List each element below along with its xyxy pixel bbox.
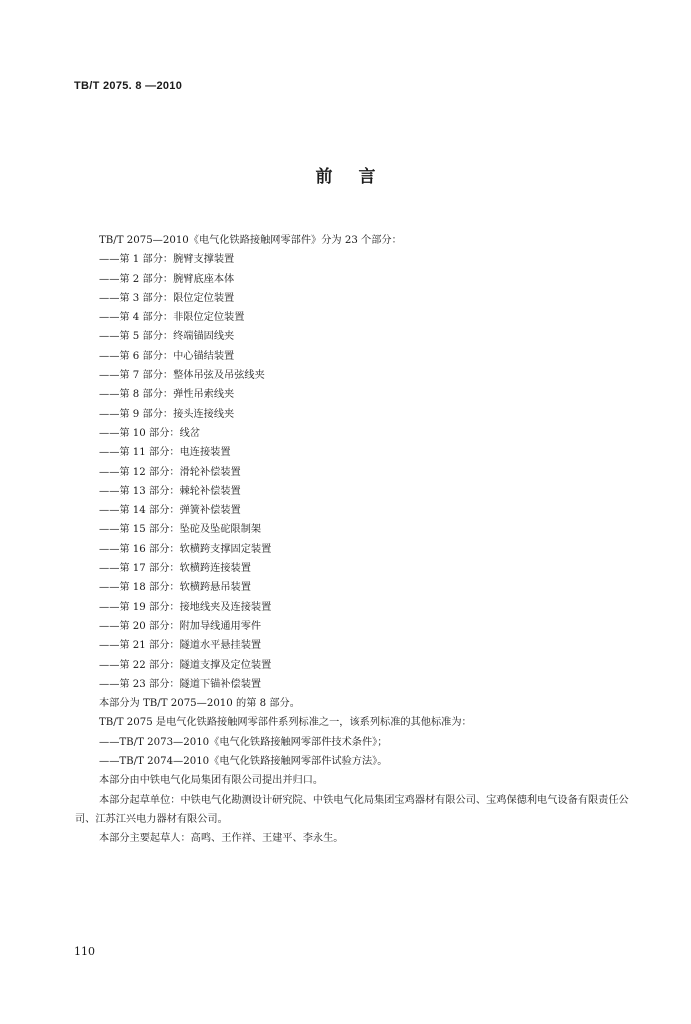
list-item: ——第 1 部分：腕臂支撑装置 xyxy=(99,254,235,266)
page-title: 前言 xyxy=(315,167,402,187)
list-item: ——第 11 部分：电连接装置 xyxy=(99,447,231,459)
list-item: ——第 8 部分：弹性吊索线夹 xyxy=(99,389,235,401)
parts-list xyxy=(75,250,635,694)
list-item: ——第 12 部分：滑轮补偿装置 xyxy=(99,466,241,478)
list-item: ——第 14 部分：弹簧补偿装置 xyxy=(99,505,241,517)
list-item: ——第 16 部分：软横跨支撑固定装置 xyxy=(99,543,272,555)
list-item: ——第 13 部分：棘轮补偿装置 xyxy=(99,485,241,497)
list-item: ——第 7 部分：整体吊弦及吊弦线夹 xyxy=(99,370,265,382)
list-item: ——TB/T 2073—2010《电气化铁路接触网零部件技术条件》； xyxy=(99,736,388,748)
proposer-paragraph: 本部分由中铁电气化局集团有限公司提出并归口。 xyxy=(99,775,324,787)
list-item: ——第 3 部分：限位定位装置 xyxy=(99,292,235,304)
intro-paragraph: TB/T 2075—2010《电气化铁路接触网零部件》分为 23 个部分： xyxy=(99,235,402,246)
list-item: ——第 9 部分：接头连接线夹 xyxy=(99,408,235,420)
document-header: TB/T 2075. 8 —2010 xyxy=(74,80,183,92)
list-item: ——第 21 部分：隧道水平悬挂装置 xyxy=(99,640,262,652)
series-intro-paragraph: TB/T 2075 是电气化铁路接触网零部件系列标准之一，该系列标准的其他标准为： xyxy=(99,717,472,729)
list-item: ——第 2 部分：腕臂底座本体 xyxy=(99,273,235,285)
drafters-paragraph: 本部分主要起草人：高鸣、王作祥、王建平、李永生。 xyxy=(99,833,344,845)
list-item: ——第 15 部分：坠砣及坠砣限制架 xyxy=(99,524,262,536)
drafting-units-paragraph: 本部分起草单位：中铁电气化勘测设计研究院、中铁电气化局集团宝鸡器材有限公司、宝鸡保德利电气设备有限责任公司、江苏江兴电力器材有限公司。 xyxy=(75,794,629,825)
list-item: ——第 6 部分：中心锚结装置 xyxy=(99,350,235,362)
list-item: ——第 4 部分：非限位定位装置 xyxy=(99,312,245,324)
list-item: ——第 10 部分：线岔 xyxy=(99,427,200,439)
list-item: ——第 22 部分：隧道支撑及定位装置 xyxy=(99,659,272,671)
foreword-body xyxy=(75,231,635,849)
list-item: ——第 23 部分：隧道下锚补偿装置 xyxy=(99,678,262,690)
list-item: ——第 18 部分：软横跨悬吊装置 xyxy=(99,582,251,594)
list-item: ——TB/T 2074—2010《电气化铁路接触网零部件试验方法》。 xyxy=(99,756,388,768)
list-item: ——第 5 部分：终端锚固线夹 xyxy=(99,331,235,343)
list-item: ——第 17 部分：软横跨连接装置 xyxy=(99,563,251,575)
list-item: ——第 19 部分：接地线夹及连接装置 xyxy=(99,601,272,613)
list-item: ——第 20 部分：附加导线通用零件 xyxy=(99,620,262,632)
page-number: 110 xyxy=(74,945,95,958)
this-part-paragraph: 本部分为 TB/T 2075—2010 的第 8 部分。 xyxy=(99,698,300,710)
